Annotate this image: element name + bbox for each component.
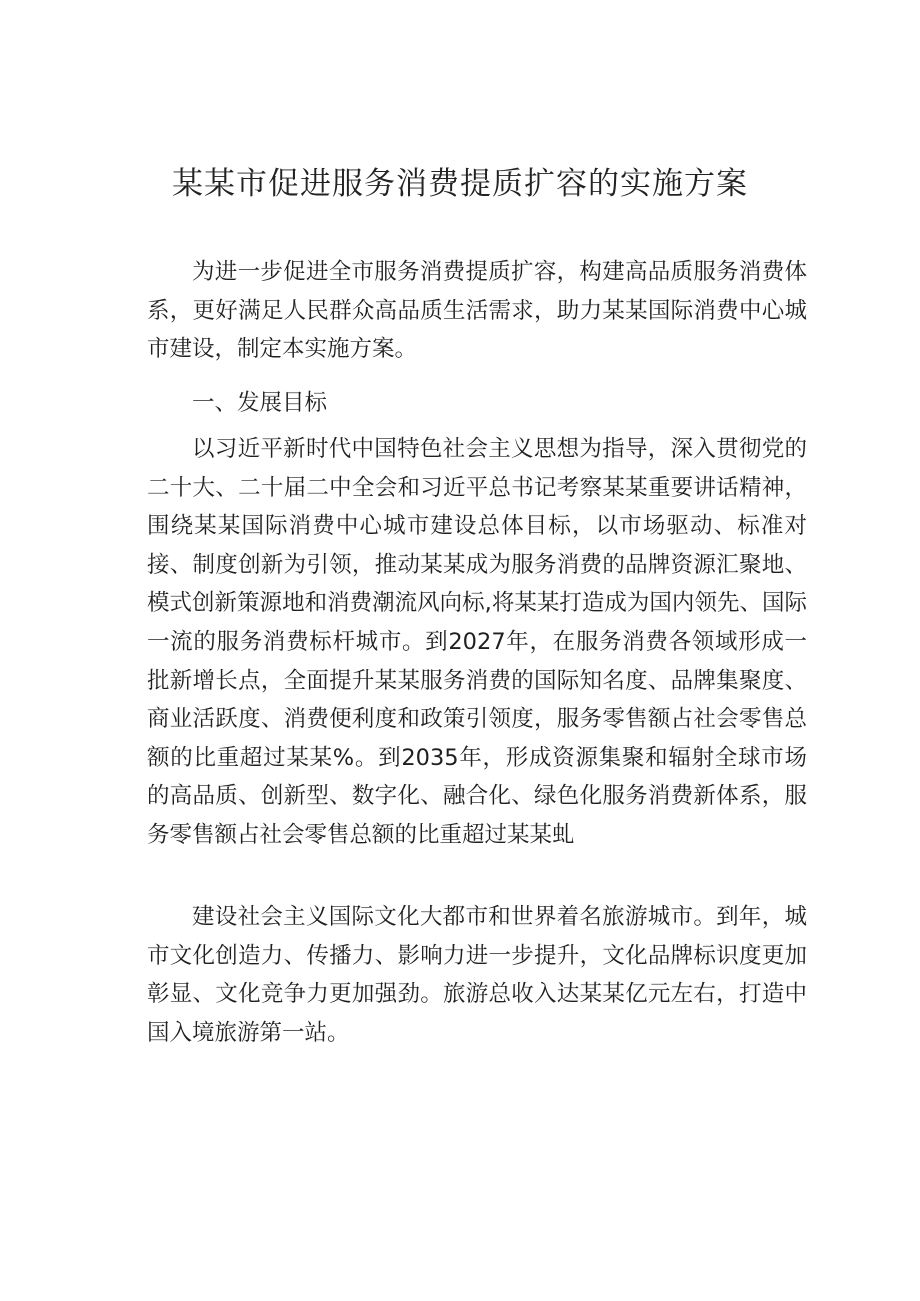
document-title: 某某市促进服务消费提质扩容的实施方案 <box>172 166 748 202</box>
paragraph-intro: 为进一步促进全市服务消费提质扩容，构建高品质服务消费体系，更好满足人民群众高品质生活需求，助力某某国际消费中心城市建设，制定本实施方案。 <box>147 259 807 363</box>
paragraph-goals: 以习近平新时代中国特色社会主义思想为指导，深入贯彻党的二十大、二十届二中全会和习近平总书记考察某某重要讲话精神，围绕某某国际消费中心城市建设总体目标，以市场驱动、标准对接、制度创新为引领，推动某某成为服务消费的品牌资源汇聚地、模式创新策源地和消费潮流风向标,将某某打造成为国内领先、国际一流的服务消费标杆城市。到2027年，在服务消费各领域形成一批新增长点，全面提升某某服务消费的国际知名度、品牌集聚度、商业活跃度、消费便利度和政策引领度，服务零售额占社会零售总额的比重超过某某%。到2035年，形成资源集聚和辐射全球市场的高品质、创新型、数字化、融合化、绿色化服务消费新体系，服务零售额占社会零售总额的比重超过某某虬 <box>147 436 807 848</box>
paragraph-culture-tourism: 建设社会主义国际文化大都市和世界着名旅游城市。到年，城市文化创造力、传播力、影响力进一步提升，文化品牌标识度更加彰显、文化竞争力更加强劲。旅游总收入达某某亿元左右，打造中国入境旅游第一站。 <box>147 904 807 1046</box>
section-heading-goals: 一、发展目标 <box>192 390 328 416</box>
